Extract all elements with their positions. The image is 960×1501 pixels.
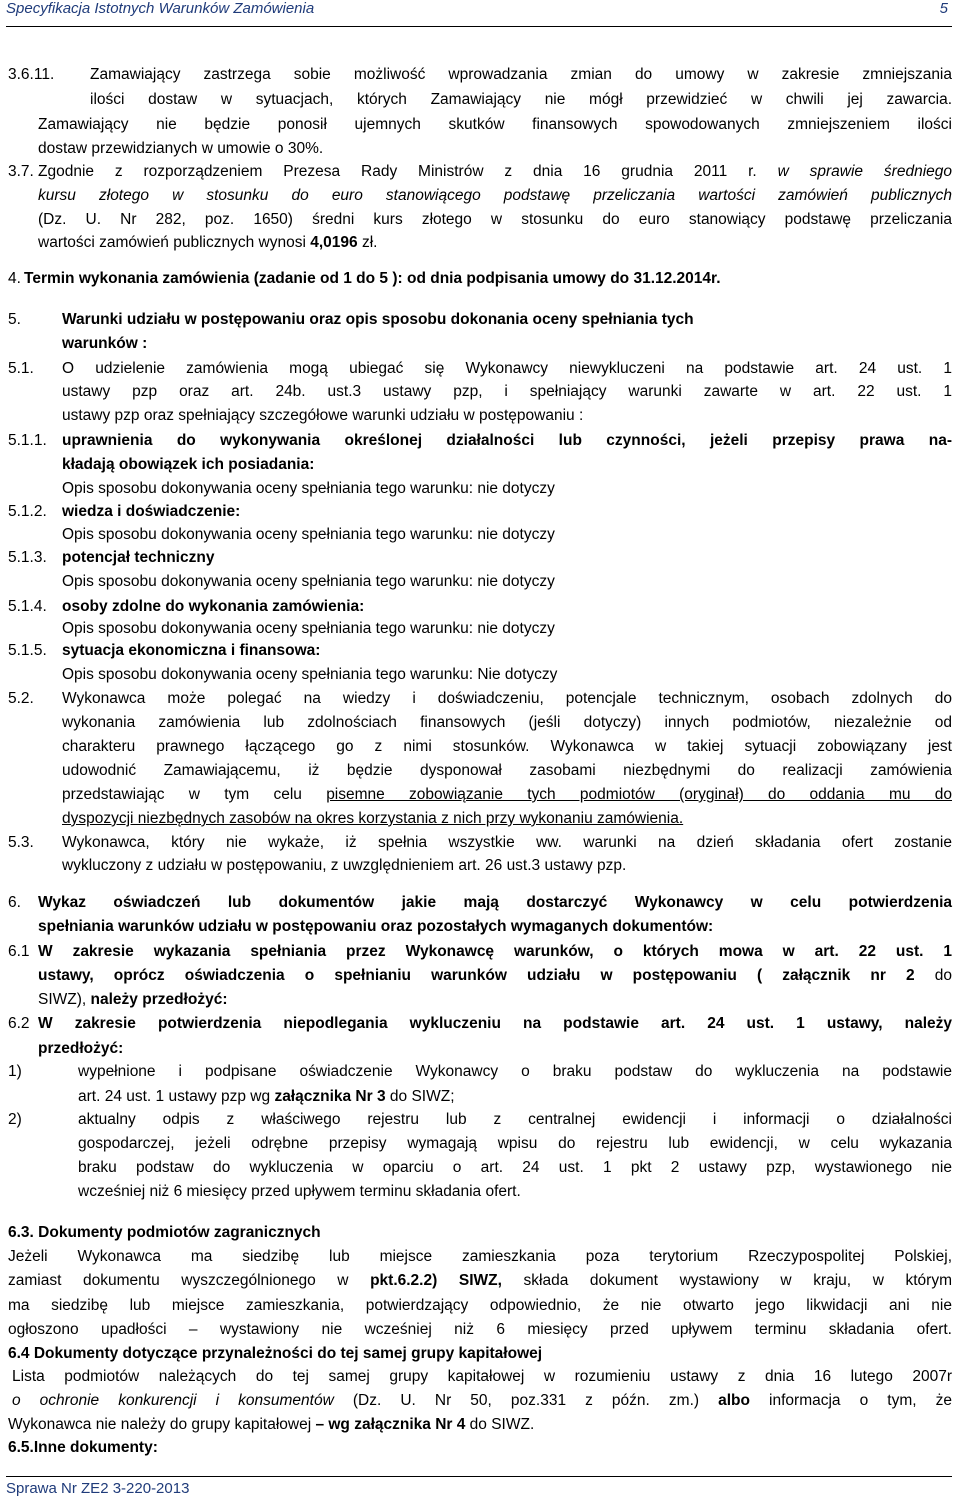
text-run: kursu złotego w stosunku do euro stanowiącego podstawę przeliczania wartości zamówień publicznych	[38, 187, 952, 204]
text-line	[38, 138, 952, 160]
text-run: spełniania warunków udziału w postępowaniu oraz pozostałych wymaganych dokumentów:	[38, 918, 714, 935]
text-line	[62, 524, 952, 546]
text-line	[62, 430, 952, 452]
text-run: załącznika Nr 3	[274, 1088, 386, 1105]
text-line	[8, 1222, 952, 1244]
text-run: pkt.6.2.2) SIWZ,	[370, 1272, 502, 1289]
text-run: ma siedzibę lub miejsce zamieszkania, potwierdzający odpowiednio, że nie otwarto jego likwidacji ani nie	[8, 1297, 952, 1314]
text-run: do SIWZ;	[389, 1088, 455, 1105]
text-line	[12, 1366, 952, 1388]
text-line	[38, 989, 952, 1011]
text-run: Termin wykonania zamówienia (zadanie od 1 do 5 ): od dnia podpisania umowy do 31.12.2014r.	[24, 270, 721, 287]
text-run: zł.	[361, 234, 378, 251]
section-number: 3.7.	[8, 163, 34, 180]
text-line	[62, 855, 952, 877]
text-run: udowodnić Zamawiającemu, iż będzie dysponował zasobami niezbędnymi do realizacji zamówienia	[62, 762, 952, 779]
text-line	[8, 1319, 952, 1341]
text-line	[62, 760, 952, 782]
text-line	[78, 1086, 952, 1108]
text-run: przedstawiając w tym celu	[62, 786, 302, 803]
text-run: – wg załącznika Nr 4	[315, 1416, 466, 1433]
text-run: Wykaz oświadczeń lub dokumentów jakie mają dostarczyć Wykonawcy w celu potwierdzenia	[38, 894, 952, 911]
text-run: Opis sposobu dokonywania oceny spełniania tego warunku: nie dotyczy	[62, 480, 555, 497]
text-run: dyspozycji niezbędnych zasobów na okres korzystania z nich przy wykonaniu zamówienia.	[62, 810, 684, 827]
text-line	[62, 596, 952, 618]
text-line	[62, 454, 952, 476]
text-run: uprawnienia do wykonywania określonej działalności lub czynności, jeżeli przepisy prawa na-	[62, 432, 952, 449]
text-run: Opis sposobu dokonywania oceny spełniania tego warunku: Nie dotyczy	[62, 666, 558, 683]
text-line	[8, 1343, 952, 1365]
text-run: charakteru prawnego łączącego go z nimi stosunków. Wykonawca w takiej sytuacji zobowiązany jest	[62, 738, 952, 755]
text-run: do	[934, 967, 952, 984]
text-run: ustawy pzp oraz spełniający szczegółowe warunki udziału w postępowaniu :	[62, 407, 584, 424]
text-run: Lista podmiotów należących do tej samej grupy kapitałowej w rozumieniu ustawy z dnia 16 lutego 2007r	[12, 1368, 952, 1385]
text-run: informacja o tym, że	[769, 1392, 952, 1409]
text-run: dostaw przewidzianych w umowie o 30%.	[38, 140, 324, 157]
text-run: aktualny odpis z właściwego rejestru lub z centralnej ewidencji i informacji o działalności	[78, 1111, 952, 1128]
text-line	[38, 185, 952, 207]
text-line	[62, 309, 952, 331]
text-line	[38, 1038, 952, 1060]
text-line	[8, 1437, 952, 1459]
text-line	[62, 664, 952, 686]
section-number: 6.	[8, 894, 21, 911]
section-number: 5.1.1.	[8, 432, 47, 449]
text-run: braku podstaw do wykluczenia w oparciu o art. 24 ust. 1 pkt 2 ustawy pzp, wystawionego nie	[78, 1159, 952, 1176]
text-line	[62, 358, 952, 380]
text-line	[62, 478, 952, 500]
text-run: Opis sposobu dokonywania oceny spełniania tego warunku: nie dotyczy	[62, 573, 555, 590]
text-line	[62, 784, 952, 806]
text-run: w sprawie średniego	[777, 163, 953, 180]
text-line	[62, 808, 952, 830]
text-run: W zakresie potwierdzenia niepodlegania wykluczeniu na podstawie art. 24 ust. 1 ustawy, należy	[38, 1015, 952, 1032]
text-line	[62, 736, 952, 758]
section-number: 6.2	[8, 1015, 30, 1032]
text-line	[78, 1181, 952, 1203]
section-number: 5.1.	[8, 360, 34, 377]
case-reference: Sprawa Nr ZE2 3-220-2013	[6, 1480, 190, 1497]
text-run: SIWZ),	[38, 991, 87, 1008]
text-run: należy przedłożyć:	[90, 991, 228, 1008]
text-run: potencjał techniczny	[62, 549, 215, 566]
text-line	[38, 941, 952, 963]
text-line	[24, 268, 952, 290]
text-line	[38, 965, 952, 987]
text-run: pisemne zobowiązanie tych podmiotów (oryginał) do oddania mu do	[326, 786, 952, 803]
text-run: Zamawiający zastrzega sobie możliwość wprowadzania zmian do umowy w zakresie zmniejszania	[90, 66, 952, 83]
text-line	[90, 64, 952, 86]
text-run: składa dokument wystawiony w kraju, w którym	[523, 1272, 952, 1289]
text-run: wcześniej niż 6 miesięcy przed upływem terminu składania ofert.	[78, 1183, 521, 1200]
text-line	[12, 1390, 952, 1412]
text-line	[62, 640, 952, 662]
text-line	[8, 1414, 952, 1436]
text-run: kładają obowiązek ich posiadania:	[62, 456, 315, 473]
text-line	[38, 209, 952, 231]
text-line	[62, 381, 952, 403]
text-line	[38, 161, 952, 183]
text-run: gospodarczej, jeżeli odrębne przepisy wymagają wpisu do rejestru lub ewidencji, w celu wykazania	[78, 1135, 952, 1152]
text-line	[38, 916, 952, 938]
text-line	[8, 1295, 952, 1317]
text-run: 6.3. Dokumenty podmiotów zagranicznych	[8, 1224, 321, 1241]
text-line	[8, 1270, 952, 1292]
text-line	[78, 1109, 952, 1131]
text-run: wartości zamówień publicznych wynosi	[38, 234, 306, 251]
section-number: 5.1.3.	[8, 549, 47, 566]
text-run: ustawy, oprócz oświadczenia o spełnianiu warunków udziału w postępowaniu (	[38, 967, 763, 984]
page-footer	[6, 1476, 952, 1501]
text-run: W zakresie wykazania spełniania przez Wykonawcę warunków, o których mowa w art. 22 ust. 1	[38, 943, 952, 960]
text-run: Opis sposobu dokonywania oceny spełniania tego warunku: nie dotyczy	[62, 620, 555, 637]
text-run: Wykonawca nie należy do grupy kapitałowej	[8, 1416, 312, 1433]
text-line	[62, 712, 952, 734]
text-run: sytuacja ekonomiczna i finansowa:	[62, 642, 321, 659]
text-run: (Dz. U. Nr 282, poz. 1650) średni kurs złotego w stosunku do euro stanowiący podstawę przeliczania	[38, 211, 952, 228]
text-run: 4,0196	[310, 234, 358, 251]
text-run: Wykonawca, który nie wykaże, iż spełnia wszystkie ww. warunki na dzień składania ofert zostanie	[62, 834, 952, 851]
section-number: 2)	[8, 1111, 22, 1128]
text-line	[38, 1013, 952, 1035]
text-line	[38, 114, 952, 136]
section-number: 5.3.	[8, 834, 34, 851]
text-run: Jeżeli Wykonawca ma siedzibę lub miejsce zamieszkania poza terytorium Rzeczypospolitej Polskiej,	[8, 1248, 952, 1265]
text-run: załącznik nr 2	[782, 967, 915, 984]
text-run: wiedza i doświadczenie:	[62, 503, 241, 520]
text-line	[62, 832, 952, 854]
text-run: wykluczony z udziału w postępowaniu, z uwzględnieniem art. 26 ust.3 ustawy pzp.	[62, 857, 627, 874]
text-line	[62, 618, 952, 640]
text-run: Opis sposobu dokonywania oceny spełniania tego warunku: nie dotyczy	[62, 526, 555, 543]
text-run: do SIWZ.	[469, 1416, 535, 1433]
text-run: wypełnione i podpisane oświadczenie Wykonawcy o braku podstaw do wykluczenia na podstawie	[78, 1063, 952, 1080]
text-run: art. 24 ust. 1 ustawy pzp wg	[78, 1088, 271, 1105]
text-line	[78, 1133, 952, 1155]
text-line	[62, 333, 952, 355]
text-line	[78, 1061, 952, 1083]
text-run: warunków :	[62, 335, 148, 352]
section-number: 3.6.11.	[8, 66, 55, 83]
text-line	[62, 688, 952, 710]
text-run: Zamawiający nie będzie ponosił ujemnych skutków finansowych spowodowanych zmniejszeniem ilości	[38, 116, 952, 133]
text-run: ustawy pzp oraz art. 24b. ust.3 ustawy pzp, i spełniający warunki zawarte w art. 22 ust. 1	[62, 383, 952, 400]
page-number: 5	[939, 0, 948, 17]
text-run: o ochronie konkurencji i konsumentów	[12, 1392, 334, 1409]
section-number: 5.	[8, 311, 21, 328]
text-line	[8, 1246, 952, 1268]
text-run: przedłożyć:	[38, 1040, 124, 1057]
section-number: 5.1.2.	[8, 503, 47, 520]
text-line	[62, 547, 952, 569]
text-line	[62, 571, 952, 593]
text-line	[38, 892, 952, 914]
text-run: ilości dostaw w sytuacjach, których Zamawiający nie mógł przewidzieć w chwili jej zawarcia.	[90, 91, 952, 108]
section-number: 5.1.4.	[8, 598, 47, 615]
document-title: Specyfikacja Istotnych Warunków Zamówienia	[6, 0, 315, 17]
text-run: Wykonawca może polegać na wiedzy i doświadczeniu, potencjale technicznym, osobach zdolnych do	[62, 690, 952, 707]
page-header	[6, 0, 952, 27]
text-run: wykonania zamówienia lub zdolnościach finansowych (jeśli dotyczy) innych podmiotów, niezależnie od	[62, 714, 952, 731]
text-run: O udzielenie zamówienia mogą ubiegać się Wykonawcy niewykluczeni na podstawie art. 24 ust. 1	[62, 360, 952, 377]
text-run: (Dz. U. Nr 50, poz.331 z późn. zm.)	[352, 1392, 700, 1409]
text-run: Zgodnie z rozporządzeniem Prezesa Rady Ministrów z dnia 16 grudnia 2011 r.	[38, 163, 757, 180]
section-number: 5.1.5.	[8, 642, 47, 659]
text-line	[90, 89, 952, 111]
text-line	[78, 1157, 952, 1179]
text-run: Warunki udziału w postępowaniu oraz opis sposobu dokonania oceny spełniania tych	[62, 311, 694, 328]
section-number: 4.	[8, 270, 21, 287]
text-run: osoby zdolne do wykonania zamówienia:	[62, 598, 365, 615]
text-run: albo	[718, 1392, 750, 1409]
text-run: 6.4 Dokumenty dotyczące przynależności do tej samej grupy kapitałowej	[8, 1345, 543, 1362]
text-line	[62, 405, 952, 427]
section-number: 5.2.	[8, 690, 34, 707]
text-run: 6.5.Inne dokumenty:	[8, 1439, 158, 1456]
section-number: 6.1	[8, 943, 30, 960]
text-run: ogłoszono upadłości – wystawiony nie wcześniej niż 6 miesięcy przed upływem terminu składania ofert.	[8, 1321, 952, 1338]
text-line	[62, 501, 952, 523]
text-line	[38, 232, 952, 254]
section-number: 1)	[8, 1063, 22, 1080]
text-run: zamiast dokumentu wyszczególnionego w	[8, 1272, 349, 1289]
